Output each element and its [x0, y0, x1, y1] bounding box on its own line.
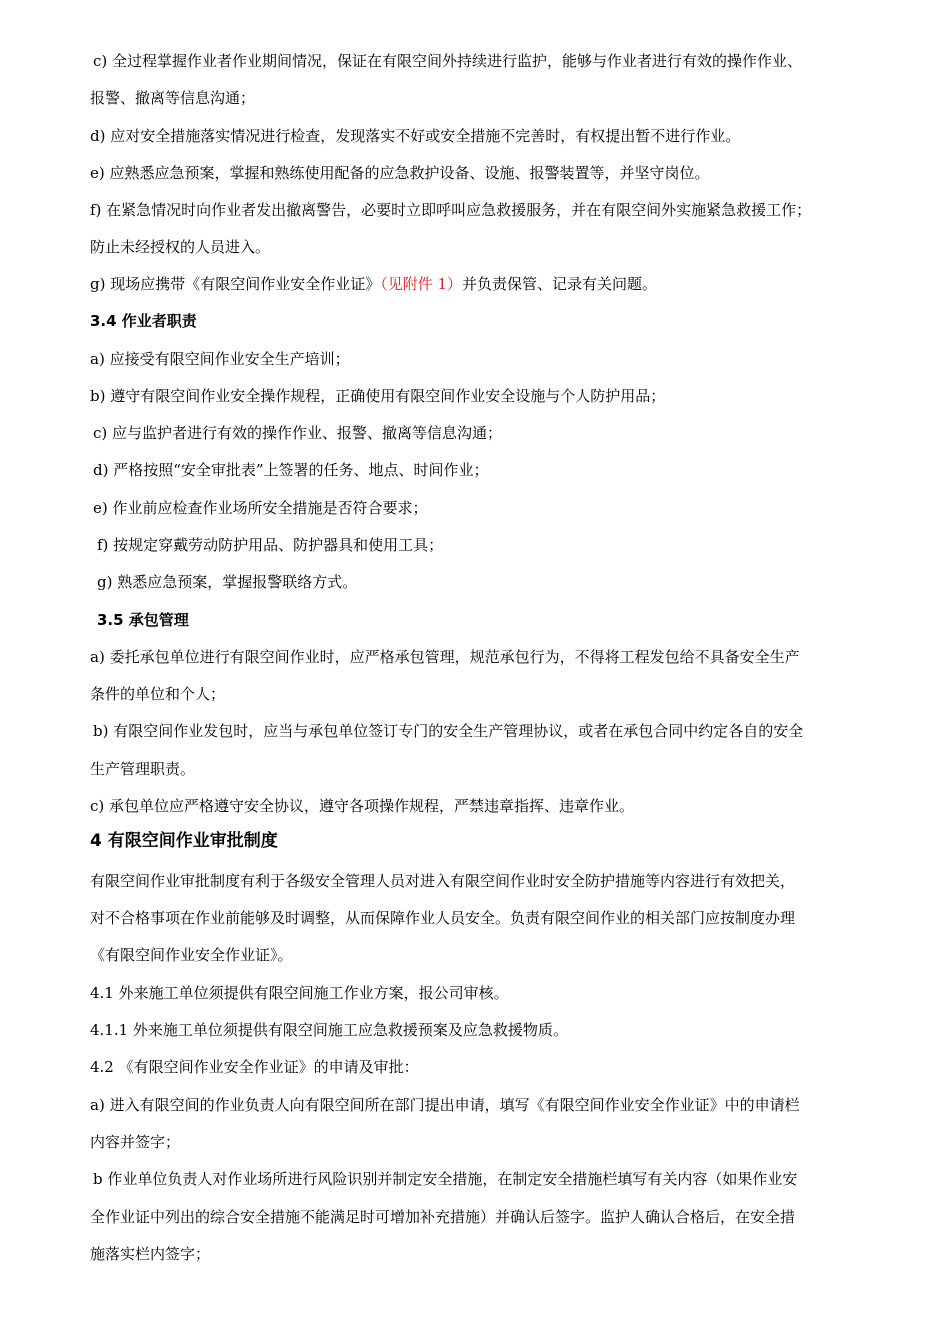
- section-heading: 3.5 承包管理: [97, 611, 189, 629]
- paragraph-line: 全作业证中列出的综合安全措施不能满足时可增加补充措施）并确认后签字。监护人确认合格后，在安全措: [90, 1208, 796, 1226]
- paragraph-line: a) 委托承包单位进行有限空间作业时，应严格承包管理，规范承包行为，不得将工程发包给不具备安全生产: [90, 648, 800, 666]
- paragraph-line: 条件的单位和个人；: [90, 685, 226, 703]
- paragraph-line: b) 有限空间作业发包时，应当与承包单位签订专门的安全生产管理协议，或者在承包合同中约定各自的安全: [93, 722, 804, 740]
- paragraph-line: g) 熟悉应急预案，掌握报警联络方式。: [97, 573, 358, 591]
- paragraph-line: 4.1 外来施工单位须提供有限空间施工作业方案，报公司审核。: [90, 984, 509, 1002]
- section-heading: 3.4 作业者职责: [90, 312, 197, 330]
- paragraph-line: c) 应与监护者进行有效的操作作业、报警、撤离等信息沟通；: [93, 424, 503, 442]
- paragraph-line: a) 进入有限空间的作业负责人向有限空间所在部门提出申请，填写《有限空间作业安全作业证》中的申请栏: [90, 1096, 800, 1114]
- paragraph-line: 有限空间作业审批制度有利于各级安全管理人员对进入有限空间作业时安全防护措施等内容进行有效把关，: [90, 872, 796, 890]
- paragraph-line: 4.1.1 外来施工单位须提供有限空间施工应急救援预案及应急救援物质。: [90, 1021, 568, 1039]
- paragraph-line: d) 严格按照“安全审批表”上签署的任务、地点、时间作业；: [93, 461, 489, 479]
- chapter-heading: 4 有限空间作业审批制度: [90, 831, 278, 851]
- paragraph-line: 对不合格事项在作业前能够及时调整，从而保障作业人员安全。负责有限空间作业的相关部门应按制度办理: [90, 909, 796, 927]
- paragraph-line: d) 应对安全措施落实情况进行检查，发现落实不好或安全措施不完善时，有权提出暂不进行作业。: [90, 127, 741, 145]
- paragraph-line: [90, 274, 657, 294]
- text-segment: 并负责保管、记录有关问题。: [462, 275, 658, 293]
- text-segment: g) 现场应携带《有限空间作业安全作业证》: [90, 275, 381, 293]
- paragraph-line: e) 应熟悉应急预案，掌握和熟练使用配备的应急救护设备、设施、报警装置等，并坚守岗位。: [90, 164, 710, 182]
- paragraph-line: f) 按规定穿戴劳动防护用品、防护器具和使用工具；: [97, 536, 444, 554]
- paragraph-line: 施落实栏内签字；: [90, 1245, 211, 1263]
- paragraph-line: b) 遵守有限空间作业安全操作规程，正确使用有限空间作业安全设施与个人防护用品；: [90, 387, 666, 405]
- paragraph-line: c) 全过程掌握作业者作业期间情况，保证在有限空间外持续进行监护，能够与作业者进行有效的操作作业、: [93, 52, 803, 70]
- paragraph-line: 内容并签字；: [90, 1133, 181, 1151]
- paragraph-line: f) 在紧急情况时向作业者发出撤离警告，必要时立即呼叫应急救援服务，并在有限空间外实施紧急救援工作；: [90, 201, 812, 219]
- paragraph-line: c) 承包单位应严格遵守安全协议，遵守各项操作规程，严禁违章指挥、违章作业。: [90, 797, 635, 815]
- appendix-reference: （见附件 1）: [380, 275, 463, 293]
- paragraph-line: a) 应接受有限空间作业安全生产培训；: [90, 350, 350, 368]
- paragraph-line: 《有限空间作业安全作业证》。: [90, 946, 293, 964]
- paragraph-line: 报警、撤离等信息沟通；: [90, 89, 256, 107]
- paragraph-line: 生产管理职责。: [90, 760, 196, 778]
- paragraph-line: e) 作业前应检查作业场所安全措施是否符合要求；: [93, 499, 428, 517]
- paragraph-line: b 作业单位负责人对作业场所进行风险识别并制定安全措施，在制定安全措施栏填写有关内容（如果作业安: [93, 1170, 798, 1188]
- paragraph-line: 防止未经授权的人员进入。: [90, 238, 271, 256]
- paragraph-line: 4.2 《有限空间作业安全作业证》的申请及审批：: [90, 1058, 419, 1076]
